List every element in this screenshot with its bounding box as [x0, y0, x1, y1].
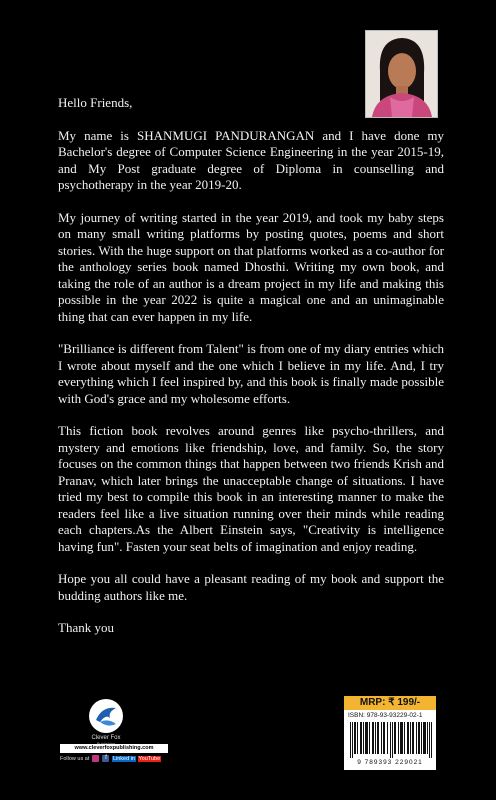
- author-letter: [58, 95, 444, 653]
- follow-label: Follow us at: [60, 756, 90, 762]
- facebook-icon[interactable]: f: [102, 755, 109, 762]
- isbn-barcode-box: [344, 710, 436, 770]
- paragraph-bio: My name is SHANMUGI PANDURANGAN and I have done my Bachelor's degree of Computer Science Engineering in the year 2015-19, and My Post graduate degree of Diploma in counselling and psychotherapy in the year 2019-20.: [58, 127, 444, 192]
- instagram-icon[interactable]: [92, 755, 99, 762]
- isbn-label: ISBN: 978-93-93229-02-1: [348, 712, 423, 719]
- publisher-website[interactable]: www.cleverfoxpublishing.com: [60, 744, 168, 753]
- linkedin-link[interactable]: Linked in: [112, 756, 135, 762]
- youtube-link[interactable]: YouTube: [138, 756, 161, 762]
- publisher-name: Clever Fox: [91, 735, 121, 741]
- barcode-digits: 9 789393 229021: [357, 759, 423, 766]
- barcode-icon: [350, 722, 432, 758]
- closing: Thank you: [58, 620, 114, 635]
- paragraph-journey: My journey of writing started in the year 2019, and took my baby steps on many small writing platforms by posting quotes, poems and short stories. With the huge support on that platforms worked as a co-author for the anthology series book named Dhosthi. Writing my own book, and taking the role of an author is a dream project in my life and making this possible in the year 2022 is quite a magical one and an unimaginable thing that can ever happen in my life.: [58, 209, 444, 324]
- paragraph-synopsis: This fiction book revolves around genres like psycho-thrillers, and mystery and emotions like friendship, love, and family. So, the story focuses on the common things that happen between two friends Krish and Pranav, which later brings the unacceptable change of situations. I have tried my best to compile this book in an interesting manner to make the readers feel like a live situation running over their minds while reading each chapters.As the Albert Einstein says, "Creativity is intelligence having fun". Fasten your seat belts of imagination and enjoy reading.: [58, 423, 444, 554]
- social-links: [60, 754, 180, 764]
- publisher-logo-icon: [88, 698, 124, 734]
- paragraph-hope: Hope you all could have a pleasant reading of my book and support the budding authors like me.: [58, 571, 444, 603]
- greeting: Hello Friends,: [58, 95, 133, 110]
- price-tag: MRP: ₹ 199/-: [344, 696, 436, 710]
- paragraph-brilliance: "Brilliance is different from Talent" is from one of my diary entries which I wrote about myself and the one which I believe in my life. And, I try everything which I feel inspired by, and this book is finally made possible with God's grace and my wholesome efforts.: [58, 341, 444, 406]
